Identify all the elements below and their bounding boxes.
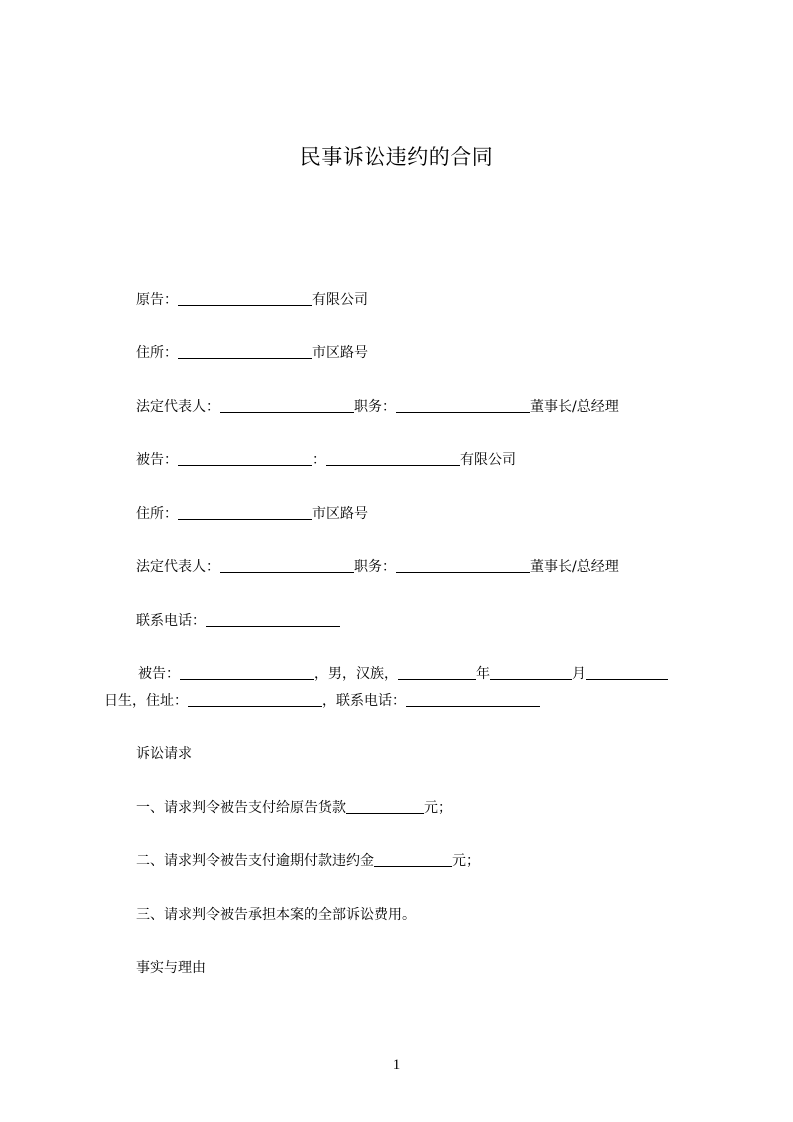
defendant2-year-blank [398, 665, 476, 680]
claim-2-text: 二、请求判令被告支付逾期付款违约金 [136, 853, 374, 869]
document-title: 民事诉讼违约的合同 [299, 145, 494, 169]
plaintiff-position-blank [396, 398, 530, 413]
defendant1-address-line [136, 504, 368, 524]
plaintiff-address-suffix: 市区路号 [312, 345, 368, 361]
defendant1-suffix: 有限公司 [460, 452, 516, 468]
plaintiff-suffix: 有限公司 [312, 292, 368, 308]
claim-2 [136, 851, 480, 871]
plaintiff-rep-blank [220, 398, 354, 413]
defendant1-rep-line [136, 557, 619, 577]
defendant1-address-blank [178, 505, 312, 520]
contact-label: 联系电话： [136, 613, 206, 629]
defendant1-blank-a [178, 451, 312, 466]
claim-3: 三、请求判令被告承担本案的全部诉讼费用。 [136, 907, 416, 923]
defendant2-label: 被告： [138, 666, 180, 682]
plaintiff-name-blank [178, 291, 312, 306]
claim-1-text: 一、请求判令被告支付给原告货款 [136, 800, 346, 816]
defendant1-position-suffix: 董事长/总经理 [530, 559, 619, 575]
page-number: 1 [392, 1057, 401, 1073]
defendant1-rep-label: 法定代表人： [136, 559, 220, 575]
defendant1-position-blank [396, 558, 530, 573]
plaintiff-line [136, 290, 368, 310]
defendant1-line [136, 450, 516, 470]
plaintiff-position-label: 职务： [354, 399, 396, 415]
plaintiff-address-blank [178, 344, 312, 359]
defendant2-line-cont [104, 691, 540, 711]
plaintiff-address-line [136, 343, 368, 363]
defendant2-contact-blank [406, 692, 540, 707]
defendant2-month-blank [490, 665, 572, 680]
defendant2-address-blank [188, 692, 322, 707]
defendant1-blank-b [326, 451, 460, 466]
claim-1-unit: 元； [424, 800, 452, 816]
plaintiff-position-suffix: 董事长/总经理 [530, 399, 619, 415]
plaintiff-rep-line [136, 397, 619, 417]
plaintiff-rep-label: 法定代表人： [136, 399, 220, 415]
claim-2-unit: 元； [452, 853, 480, 869]
defendant1-address-label: 住所： [136, 506, 178, 522]
claim-1 [136, 798, 452, 818]
contact-blank [206, 612, 340, 627]
claim-1-amount-blank [346, 799, 424, 814]
defendant2-day-blank [586, 665, 668, 680]
facts-heading: 事实与理由 [136, 960, 206, 976]
defendant1-position-label: 职务： [354, 559, 396, 575]
defendant2-birth-address-label: 日生，住址： [104, 693, 188, 709]
claims-heading: 诉讼请求 [136, 746, 192, 762]
defendant2-contact-label: ，联系电话： [322, 693, 406, 709]
defendant1-rep-blank [220, 558, 354, 573]
defendant2-name-blank [180, 665, 314, 680]
plaintiff-label: 原告： [136, 292, 178, 308]
plaintiff-address-label: 住所： [136, 345, 178, 361]
claim-2-amount-blank [374, 852, 452, 867]
defendant1-address-suffix: 市区路号 [312, 506, 368, 522]
defendant2-year-label: 年 [476, 666, 490, 682]
defendant2-month-label: 月 [572, 666, 586, 682]
defendant1-label: 被告： [136, 452, 178, 468]
defendant1-separator: ： [312, 452, 326, 468]
defendant2-gender-ethnic: ，男，汉族， [314, 666, 398, 682]
defendant2-line [138, 664, 668, 684]
contact-line [136, 611, 340, 631]
